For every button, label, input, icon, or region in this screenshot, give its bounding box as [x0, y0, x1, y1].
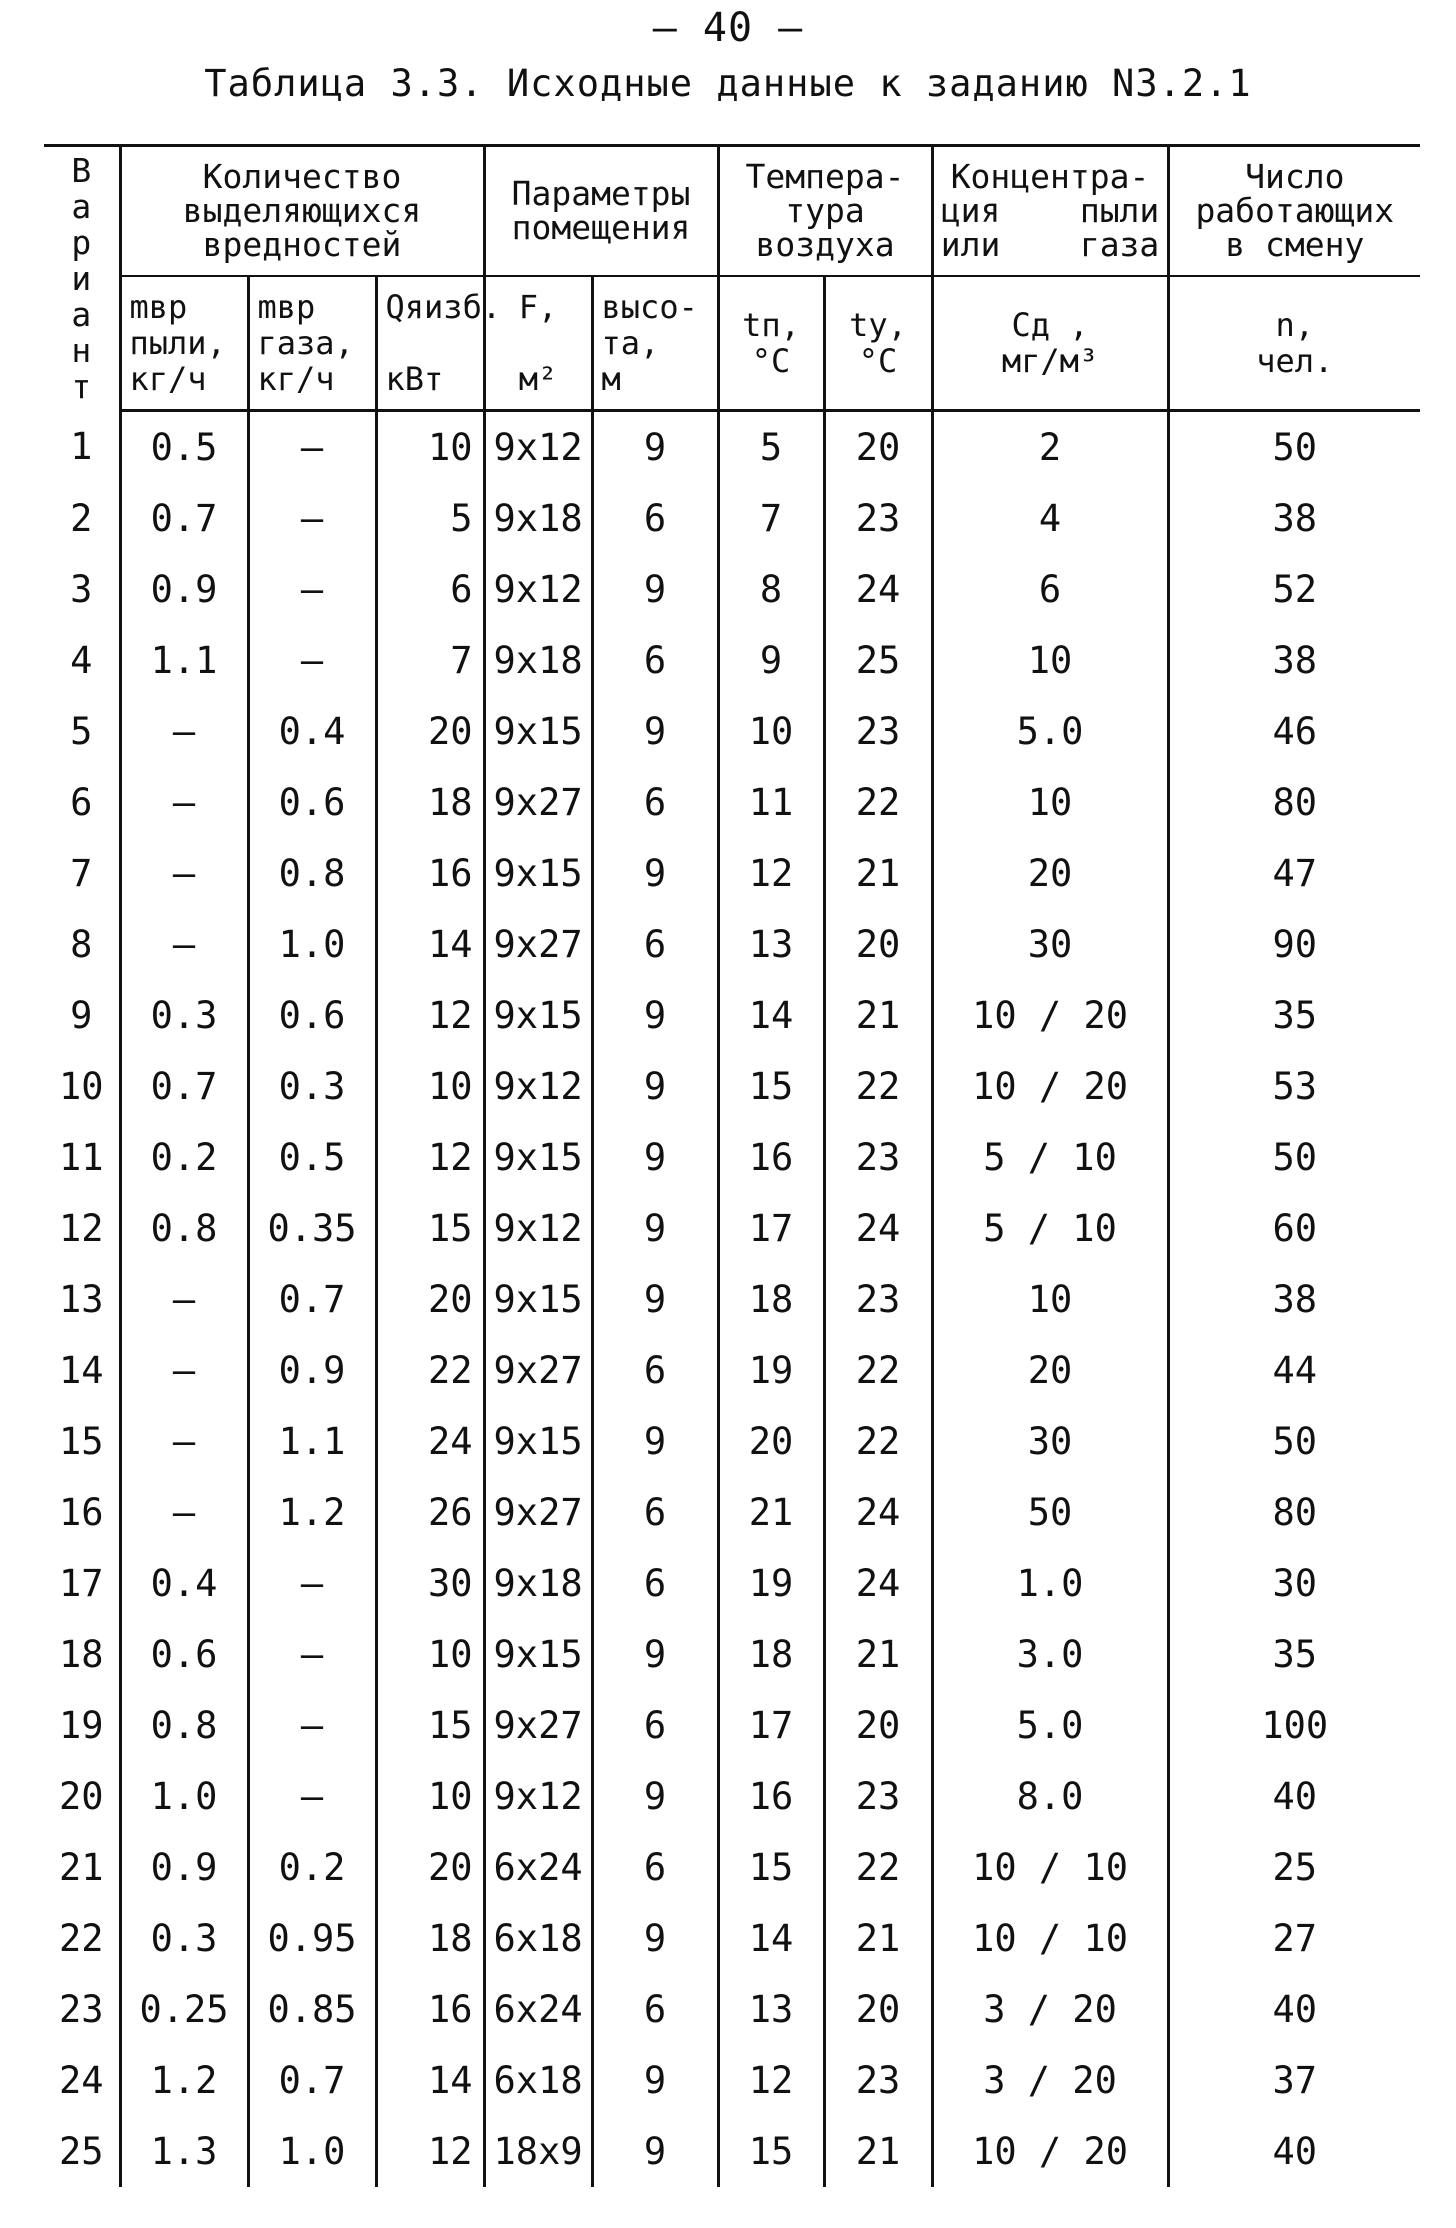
page-number: – 40 –: [652, 5, 804, 51]
cell-dust-mass: –: [120, 838, 248, 909]
cell-area: 9x18: [484, 483, 592, 554]
cell-area: 9x27: [484, 1335, 592, 1406]
cell-workers: 80: [1168, 767, 1420, 838]
cell-exhaust-temperature: 21: [824, 2116, 932, 2187]
cell-exhaust-temperature: 20: [824, 411, 932, 484]
cell-height: 9: [592, 1193, 718, 1264]
cell-dust-mass: 0.6: [120, 1619, 248, 1690]
cell-area: 9x12: [484, 1193, 592, 1264]
cell-variant: 19: [58, 1704, 104, 1747]
cell-workers: 38: [1168, 483, 1420, 554]
cell-inflow-temperature: 13: [718, 1974, 824, 2045]
cell-inflow-temperature: 9: [718, 625, 824, 696]
table-row: [44, 411, 1420, 484]
cell-inflow-temperature: 17: [718, 1690, 824, 1761]
table-row: [44, 980, 1420, 1051]
cell-concentration: 3 / 20: [932, 2045, 1168, 2116]
cell-excess-heat: 14: [376, 2045, 484, 2116]
cell-height: 9: [592, 2045, 718, 2116]
cell-excess-heat: 18: [376, 1903, 484, 1974]
cell-height: 6: [592, 1690, 718, 1761]
cell-excess-heat: 10: [376, 1619, 484, 1690]
cell-area: 6x18: [484, 1903, 592, 1974]
cell-exhaust-temperature: 21: [824, 980, 932, 1051]
cell-gas-mass: 1.0: [248, 2116, 376, 2187]
cell-exhaust-temperature: 23: [824, 1122, 932, 1193]
cell-exhaust-temperature: 23: [824, 2045, 932, 2116]
cell-dust-mass: 0.2: [120, 1122, 248, 1193]
header-concentration: Концентра- ция пыли или газа: [932, 146, 1168, 277]
cell-area: 9x15: [484, 1264, 592, 1335]
cell-exhaust-temperature: 22: [824, 1832, 932, 1903]
cell-concentration: 1.0: [932, 1548, 1168, 1619]
table-row: [44, 625, 1420, 696]
table-body: [44, 411, 1420, 2188]
subheader-height: высо- та, м: [592, 276, 718, 411]
cell-inflow-temperature: 11: [718, 767, 824, 838]
table-row: [44, 1974, 1420, 2045]
cell-gas-mass: 0.3: [248, 1051, 376, 1122]
cell-excess-heat: 10: [376, 411, 484, 484]
cell-gas-mass: –: [248, 1548, 376, 1619]
cell-height: 9: [592, 980, 718, 1051]
cell-variant: 20: [58, 1775, 104, 1818]
cell-concentration: 10 / 20: [932, 980, 1168, 1051]
cell-height: 6: [592, 767, 718, 838]
cell-workers: 80: [1168, 1477, 1420, 1548]
cell-height: 6: [592, 1335, 718, 1406]
cell-gas-mass: –: [248, 625, 376, 696]
cell-area: 9x12: [484, 411, 592, 484]
cell-dust-mass: 0.8: [120, 1193, 248, 1264]
cell-dust-mass: 0.7: [120, 1051, 248, 1122]
cell-dust-mass: 1.1: [120, 625, 248, 696]
header-workers: Число работающих в смену: [1168, 146, 1420, 277]
cell-gas-mass: 1.0: [248, 909, 376, 980]
cell-concentration: 20: [932, 1335, 1168, 1406]
table-row: [44, 1051, 1420, 1122]
cell-concentration: 30: [932, 909, 1168, 980]
cell-gas-mass: 0.9: [248, 1335, 376, 1406]
table-row: [44, 2116, 1420, 2187]
subheader-concentration-unit: Cд , мг/м³: [932, 276, 1168, 411]
cell-gas-mass: 0.35: [248, 1193, 376, 1264]
cell-variant: 14: [58, 1349, 104, 1392]
cell-excess-heat: 22: [376, 1335, 484, 1406]
table-row: [44, 554, 1420, 625]
table-row: [44, 1761, 1420, 1832]
cell-workers: 37: [1168, 2045, 1420, 2116]
cell-excess-heat: 18: [376, 767, 484, 838]
cell-gas-mass: 0.2: [248, 1832, 376, 1903]
cell-variant: 5: [70, 710, 93, 753]
cell-variant: 9: [70, 994, 93, 1037]
cell-height: 6: [592, 625, 718, 696]
cell-height: 9: [592, 411, 718, 484]
table-row: [44, 1193, 1420, 1264]
cell-dust-mass: 0.9: [120, 554, 248, 625]
header-variant: В а р и а н т: [44, 146, 120, 411]
cell-exhaust-temperature: 22: [824, 1051, 932, 1122]
cell-area: 6x24: [484, 1832, 592, 1903]
source-data-table: [44, 144, 1420, 2187]
cell-concentration: 10: [932, 767, 1168, 838]
cell-dust-mass: –: [120, 1264, 248, 1335]
cell-gas-mass: 0.95: [248, 1903, 376, 1974]
cell-dust-mass: –: [120, 767, 248, 838]
cell-gas-mass: 0.5: [248, 1122, 376, 1193]
cell-exhaust-temperature: 24: [824, 1477, 932, 1548]
cell-exhaust-temperature: 24: [824, 1548, 932, 1619]
subheader-inflow-temperature: tп, °C: [718, 276, 824, 411]
cell-concentration: 10 / 10: [932, 1832, 1168, 1903]
cell-inflow-temperature: 13: [718, 909, 824, 980]
cell-inflow-temperature: 16: [718, 1122, 824, 1193]
cell-height: 6: [592, 1832, 718, 1903]
cell-concentration: 50: [932, 1477, 1168, 1548]
header-temperature: Темпера- тура воздуха: [718, 146, 932, 277]
cell-area: 9x15: [484, 1619, 592, 1690]
table-row: [44, 838, 1420, 909]
table-row: [44, 767, 1420, 838]
cell-height: 6: [592, 483, 718, 554]
cell-area: 9x15: [484, 980, 592, 1051]
cell-inflow-temperature: 7: [718, 483, 824, 554]
cell-height: 9: [592, 1406, 718, 1477]
cell-workers: 50: [1168, 411, 1420, 484]
cell-workers: 50: [1168, 1406, 1420, 1477]
cell-height: 9: [592, 1761, 718, 1832]
cell-area: 9x12: [484, 1051, 592, 1122]
cell-workers: 40: [1168, 2116, 1420, 2187]
cell-area: 9x18: [484, 1548, 592, 1619]
cell-inflow-temperature: 18: [718, 1619, 824, 1690]
cell-workers: 60: [1168, 1193, 1420, 1264]
cell-excess-heat: 10: [376, 1051, 484, 1122]
cell-workers: 47: [1168, 838, 1420, 909]
subheader-area: F, м²: [484, 276, 592, 411]
cell-variant: 12: [58, 1207, 104, 1250]
table-row: [44, 1690, 1420, 1761]
cell-variant: 7: [70, 852, 93, 895]
cell-excess-heat: 10: [376, 1761, 484, 1832]
cell-dust-mass: 1.3: [120, 2116, 248, 2187]
cell-gas-mass: 1.2: [248, 1477, 376, 1548]
cell-dust-mass: –: [120, 696, 248, 767]
table-row: [44, 1477, 1420, 1548]
cell-dust-mass: –: [120, 1335, 248, 1406]
cell-area: 9x18: [484, 625, 592, 696]
cell-exhaust-temperature: 20: [824, 909, 932, 980]
cell-excess-heat: 6: [376, 554, 484, 625]
cell-exhaust-temperature: 23: [824, 1264, 932, 1335]
cell-dust-mass: 0.9: [120, 1832, 248, 1903]
cell-height: 6: [592, 1477, 718, 1548]
subheader-excess-heat: Qяизб. кВт: [376, 276, 484, 411]
cell-inflow-temperature: 12: [718, 2045, 824, 2116]
cell-inflow-temperature: 15: [718, 1832, 824, 1903]
table-row: [44, 1832, 1420, 1903]
cell-workers: 46: [1168, 696, 1420, 767]
cell-variant: 25: [58, 2130, 104, 2173]
subheader-gas-mass: mвр газа, кг/ч: [248, 276, 376, 411]
cell-dust-mass: 0.8: [120, 1690, 248, 1761]
cell-excess-heat: 20: [376, 1832, 484, 1903]
cell-inflow-temperature: 19: [718, 1335, 824, 1406]
cell-workers: 40: [1168, 1761, 1420, 1832]
cell-excess-heat: 30: [376, 1548, 484, 1619]
cell-excess-heat: 26: [376, 1477, 484, 1548]
cell-area: 9x15: [484, 1406, 592, 1477]
cell-exhaust-temperature: 20: [824, 1974, 932, 2045]
cell-height: 6: [592, 1548, 718, 1619]
cell-concentration: 6: [932, 554, 1168, 625]
table-row: [44, 2045, 1420, 2116]
table-row: [44, 1335, 1420, 1406]
cell-exhaust-temperature: 23: [824, 483, 932, 554]
cell-concentration: 10 / 20: [932, 1051, 1168, 1122]
cell-gas-mass: 0.4: [248, 696, 376, 767]
cell-area: 9x15: [484, 838, 592, 909]
cell-variant: 21: [58, 1846, 104, 1889]
cell-excess-heat: 7: [376, 625, 484, 696]
cell-height: 9: [592, 838, 718, 909]
cell-variant: 3: [70, 568, 93, 611]
cell-exhaust-temperature: 24: [824, 554, 932, 625]
cell-dust-mass: 0.25: [120, 1974, 248, 2045]
cell-area: 9x27: [484, 1477, 592, 1548]
cell-gas-mass: –: [248, 1619, 376, 1690]
cell-variant: 4: [70, 639, 93, 682]
cell-workers: 44: [1168, 1335, 1420, 1406]
cell-gas-mass: 0.6: [248, 767, 376, 838]
cell-dust-mass: 0.3: [120, 1903, 248, 1974]
cell-exhaust-temperature: 20: [824, 1690, 932, 1761]
header-room: Параметры помещения: [484, 146, 718, 277]
cell-variant: 11: [58, 1136, 104, 1179]
cell-excess-heat: 5: [376, 483, 484, 554]
cell-inflow-temperature: 16: [718, 1761, 824, 1832]
cell-workers: 25: [1168, 1832, 1420, 1903]
cell-workers: 30: [1168, 1548, 1420, 1619]
cell-inflow-temperature: 14: [718, 1903, 824, 1974]
cell-dust-mass: –: [120, 1477, 248, 1548]
cell-inflow-temperature: 12: [718, 838, 824, 909]
table-row: [44, 909, 1420, 980]
subheader-workers-unit: n, чел.: [1168, 276, 1420, 411]
cell-height: 9: [592, 2116, 718, 2187]
cell-excess-heat: 15: [376, 1690, 484, 1761]
cell-workers: 100: [1168, 1690, 1420, 1761]
cell-excess-heat: 12: [376, 980, 484, 1051]
cell-gas-mass: 0.7: [248, 1264, 376, 1335]
cell-concentration: 5.0: [932, 1690, 1168, 1761]
cell-inflow-temperature: 15: [718, 1051, 824, 1122]
cell-dust-mass: –: [120, 1406, 248, 1477]
cell-exhaust-temperature: 22: [824, 767, 932, 838]
cell-workers: 50: [1168, 1122, 1420, 1193]
cell-variant: 1: [70, 425, 93, 469]
cell-height: 9: [592, 554, 718, 625]
cell-excess-heat: 20: [376, 696, 484, 767]
cell-concentration: 5 / 10: [932, 1193, 1168, 1264]
cell-dust-mass: 1.2: [120, 2045, 248, 2116]
cell-dust-mass: 0.5: [120, 411, 248, 484]
cell-inflow-temperature: 19: [718, 1548, 824, 1619]
cell-inflow-temperature: 20: [718, 1406, 824, 1477]
cell-workers: 90: [1168, 909, 1420, 980]
cell-area: 9x15: [484, 1122, 592, 1193]
cell-height: 6: [592, 1974, 718, 2045]
cell-gas-mass: –: [248, 1690, 376, 1761]
cell-area: 9x15: [484, 696, 592, 767]
cell-excess-heat: 16: [376, 838, 484, 909]
cell-area: 18x9: [484, 2116, 592, 2187]
table-row: [44, 1122, 1420, 1193]
cell-excess-heat: 12: [376, 2116, 484, 2187]
cell-inflow-temperature: 14: [718, 980, 824, 1051]
cell-exhaust-temperature: 21: [824, 1619, 932, 1690]
cell-concentration: 10: [932, 625, 1168, 696]
cell-area: 6x24: [484, 1974, 592, 2045]
cell-variant: 24: [58, 2059, 104, 2102]
cell-inflow-temperature: 21: [718, 1477, 824, 1548]
table-row: [44, 1264, 1420, 1335]
table-row: [44, 1406, 1420, 1477]
cell-exhaust-temperature: 22: [824, 1406, 932, 1477]
table-row: [44, 696, 1420, 767]
table-row: [44, 1619, 1420, 1690]
cell-gas-mass: 0.8: [248, 838, 376, 909]
cell-variant: 17: [58, 1562, 104, 1605]
table-row: [44, 1903, 1420, 1974]
cell-concentration: 20: [932, 838, 1168, 909]
table-row: [44, 483, 1420, 554]
cell-workers: 27: [1168, 1903, 1420, 1974]
cell-concentration: 10: [932, 1264, 1168, 1335]
cell-gas-mass: –: [248, 1761, 376, 1832]
cell-variant: 18: [58, 1633, 104, 1676]
cell-workers: 52: [1168, 554, 1420, 625]
cell-area: 6x18: [484, 2045, 592, 2116]
cell-workers: 53: [1168, 1051, 1420, 1122]
cell-excess-heat: 20: [376, 1264, 484, 1335]
cell-exhaust-temperature: 23: [824, 1761, 932, 1832]
cell-exhaust-temperature: 22: [824, 1335, 932, 1406]
cell-excess-heat: 12: [376, 1122, 484, 1193]
cell-concentration: 10 / 10: [932, 1903, 1168, 1974]
cell-height: 6: [592, 909, 718, 980]
cell-inflow-temperature: 15: [718, 2116, 824, 2187]
cell-variant: 16: [58, 1491, 104, 1534]
cell-excess-heat: 24: [376, 1406, 484, 1477]
cell-variant: 15: [58, 1420, 104, 1463]
cell-inflow-temperature: 8: [718, 554, 824, 625]
cell-concentration: 30: [932, 1406, 1168, 1477]
cell-exhaust-temperature: 24: [824, 1193, 932, 1264]
cell-variant: 22: [58, 1917, 104, 1960]
cell-gas-mass: 0.6: [248, 980, 376, 1051]
subheader-dust-mass: mвр пыли, кг/ч: [120, 276, 248, 411]
cell-variant: 8: [70, 923, 93, 966]
cell-inflow-temperature: 18: [718, 1264, 824, 1335]
cell-dust-mass: –: [120, 909, 248, 980]
cell-variant: 10: [58, 1065, 104, 1108]
cell-variant: 6: [70, 781, 93, 824]
cell-area: 9x12: [484, 554, 592, 625]
cell-concentration: 4: [932, 483, 1168, 554]
cell-excess-heat: 15: [376, 1193, 484, 1264]
cell-workers: 38: [1168, 1264, 1420, 1335]
cell-variant: 2: [70, 497, 93, 540]
cell-area: 9x27: [484, 767, 592, 838]
cell-workers: 35: [1168, 1619, 1420, 1690]
cell-concentration: 5.0: [932, 696, 1168, 767]
cell-concentration: 3.0: [932, 1619, 1168, 1690]
subheader-exhaust-temperature: tу, °C: [824, 276, 932, 411]
cell-area: 9x27: [484, 909, 592, 980]
cell-workers: 38: [1168, 625, 1420, 696]
cell-height: 9: [592, 696, 718, 767]
cell-excess-heat: 16: [376, 1974, 484, 2045]
cell-workers: 40: [1168, 1974, 1420, 2045]
cell-concentration: 2: [932, 411, 1168, 484]
cell-concentration: 10 / 20: [932, 2116, 1168, 2187]
cell-inflow-temperature: 5: [718, 411, 824, 484]
cell-height: 9: [592, 1903, 718, 1974]
cell-height: 9: [592, 1264, 718, 1335]
cell-concentration: 3 / 20: [932, 1974, 1168, 2045]
table-caption: Таблица 3.3. Исходные данные к заданию N3.2.1: [204, 62, 1252, 105]
header-emissions: Количество выделяющихся вредностей: [120, 146, 484, 277]
cell-concentration: 8.0: [932, 1761, 1168, 1832]
cell-excess-heat: 14: [376, 909, 484, 980]
cell-exhaust-temperature: 23: [824, 696, 932, 767]
cell-height: 9: [592, 1122, 718, 1193]
cell-variant: 23: [58, 1988, 104, 2031]
cell-dust-mass: 1.0: [120, 1761, 248, 1832]
cell-gas-mass: –: [248, 554, 376, 625]
cell-height: 9: [592, 1619, 718, 1690]
cell-dust-mass: 0.7: [120, 483, 248, 554]
cell-exhaust-temperature: 21: [824, 1903, 932, 1974]
table-row: [44, 1548, 1420, 1619]
cell-variant: 13: [58, 1278, 104, 1321]
cell-dust-mass: 0.3: [120, 980, 248, 1051]
cell-gas-mass: –: [248, 483, 376, 554]
cell-concentration: 5 / 10: [932, 1122, 1168, 1193]
cell-inflow-temperature: 10: [718, 696, 824, 767]
cell-workers: 35: [1168, 980, 1420, 1051]
cell-exhaust-temperature: 25: [824, 625, 932, 696]
cell-dust-mass: 0.4: [120, 1548, 248, 1619]
cell-inflow-temperature: 17: [718, 1193, 824, 1264]
cell-area: 9x12: [484, 1761, 592, 1832]
cell-exhaust-temperature: 21: [824, 838, 932, 909]
cell-area: 9x27: [484, 1690, 592, 1761]
cell-height: 9: [592, 1051, 718, 1122]
cell-gas-mass: –: [248, 411, 376, 484]
cell-gas-mass: 1.1: [248, 1406, 376, 1477]
cell-gas-mass: 0.7: [248, 2045, 376, 2116]
cell-gas-mass: 0.85: [248, 1974, 376, 2045]
